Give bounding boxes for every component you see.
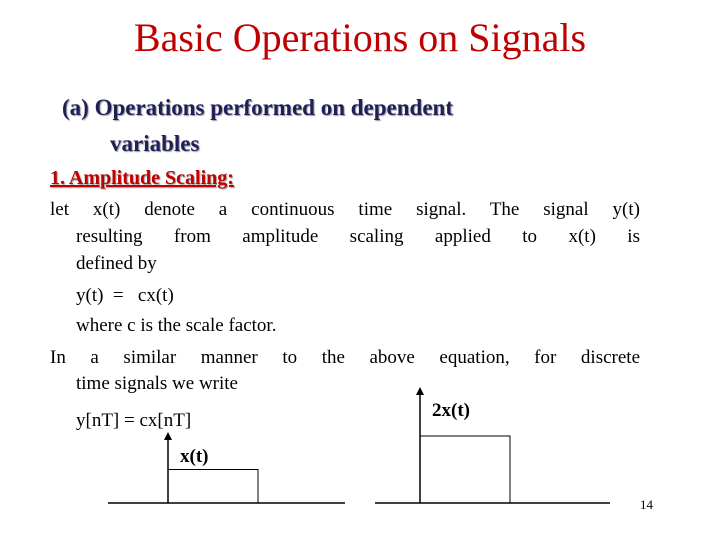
section-heading-line1: (a) Operations performed on dependent: [62, 95, 453, 120]
equation-discrete: y[nT] = cx[nT]: [76, 410, 192, 431]
body-line-7: time signals we write: [76, 373, 238, 394]
subheading: 1. Amplitude Scaling:: [50, 167, 234, 189]
x-plot-axis-arrow: [164, 432, 172, 440]
body-line-5: where c is the scale factor.: [76, 315, 277, 336]
page-number: 14: [640, 497, 653, 512]
x-pulse: [168, 470, 258, 504]
body-line-1: let x(t) denote a continuous time signal. The signal y(t): [50, 199, 640, 220]
scaled-plot-axis-arrow: [416, 387, 424, 395]
slide-title: Basic Operations on Signals: [133, 15, 587, 60]
body-line-6: In a similar manner to the above equation, for discrete: [50, 347, 640, 368]
section-heading-line2: variables: [110, 131, 200, 156]
signal-label: x(t): [180, 446, 209, 467]
scaled-pulse: [420, 436, 510, 503]
body-line-3: defined by: [76, 253, 157, 274]
scaled-signal-label: 2x(t): [432, 400, 470, 421]
equation-continuous: y(t) = cx(t): [76, 285, 174, 306]
body-line-2: resulting from amplitude scaling applied to x(t) is: [76, 226, 640, 247]
